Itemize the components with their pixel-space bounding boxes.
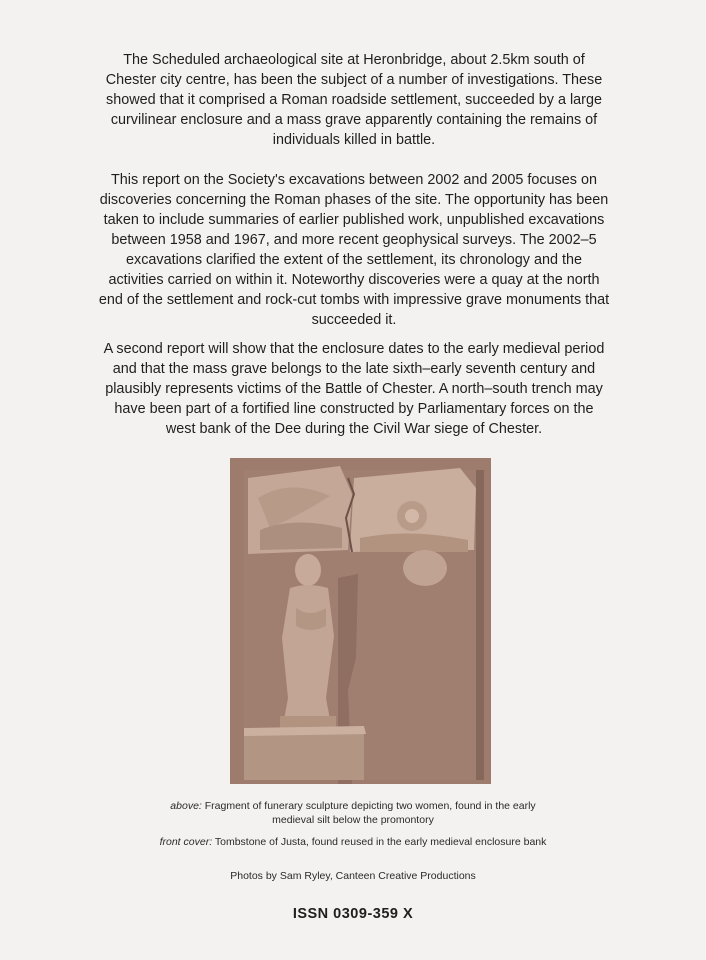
report-paragraph: This report on the Society's excavations between 2002 and 2005 focuses on discoveries concerning the Roman phases of the site. The opportunity has been taken to include summaries of earlier published work, unpublished excavations between 1958 and 1967, and more recent geophysical surveys. The 2002–5 excavations clarified the extent of the settlement, its chronology and the activities carried on within it. Noteworthy discoveries were a quay at the north end of the settlement and rock-cut tombs with impressive grave monuments that succeeded it. bbox=[98, 172, 610, 328]
second-report-paragraph: A second report will show that the enclosure dates to the early medieval period and that the mass grave belongs to the late sixth–early seventh century and plausibly represents victims of the Battle of Chester. A north–south trench may have been part of a fortified line constructed by Parliamentary forces on the west bank of the Dee during the Civil War siege of Chester. bbox=[103, 341, 605, 437]
issn-number: ISSN 0309-359 X bbox=[292, 906, 414, 922]
caption-above-text: Fragment of funerary sculpture depicting two women, found in the early medieval silt below the promontory bbox=[204, 800, 536, 826]
intro-paragraph: The Scheduled archaeological site at Heronbridge, about 2.5km south of Chester city centre, has been the subject of a number of investigations. These showed that it comprised a Roman roadside settlement, succeeded by a large curvilinear enclosure and a mass grave apparently containing the remains of individuals killed in battle. bbox=[105, 52, 603, 148]
front-cover-caption bbox=[150, 835, 556, 849]
caption-above-label: above: bbox=[170, 800, 202, 812]
photo-credit: Photos by Sam Ryley, Canteen Creative Productions bbox=[230, 870, 476, 882]
funerary-sculpture-photo bbox=[230, 458, 491, 784]
caption-front-cover-label: front cover: bbox=[159, 836, 213, 848]
photo-caption-above bbox=[150, 799, 556, 827]
caption-front-cover-text: Tombstone of Justa, found reused in the early medieval enclosure bank bbox=[214, 836, 547, 848]
sculpture-illustration bbox=[230, 458, 491, 784]
